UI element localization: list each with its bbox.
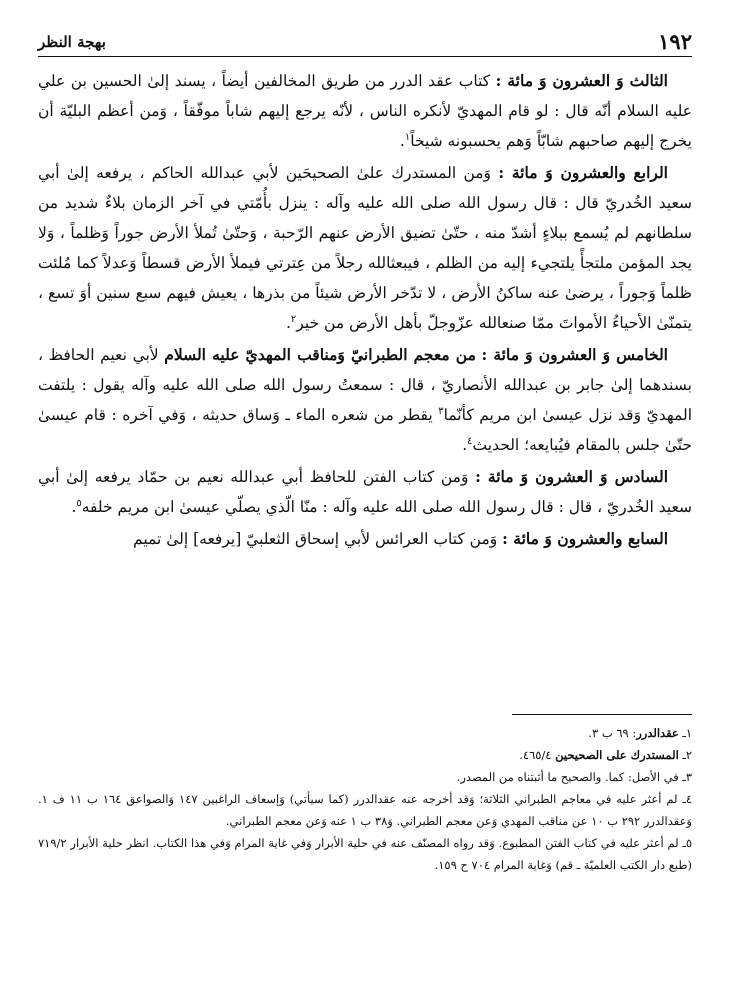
paragraph-heading: الرابع والعشرون وَ مائة : [498, 163, 668, 182]
page-number: ١٩٢ [658, 29, 692, 54]
paragraph-125: الخامس وَ العشرون وَ مائة : من معجم الطبرانيّ وَمناقب المهديّ عليه السلام لأبي نعيم الحافظ ، بسندهما إلىٰ جابر بن عبدالله الأنصاريّ ، قال : سمعتُ رسول الله صلى الله عليه وآله يقول : يلتفت المهديّ وَقد نزل عيسىٰ ابن مريم كأنّما$^٣$ يقطر من شعره الماء ـ وَساق حديثه ، وَفي آخره : قام عيسىٰ حتّىٰ جلس بالمقام فيُبايعه؛ الحديث$^٤$. [38, 345, 692, 454]
paragraph-body: وَمن المستدرك علىٰ الصحيحَين لأبي عبدالله الحاكم ، يرفعه إلىٰ أبي سعيد الخُدريّ قال : قال رسول الله صلى الله عليه وآله : ينزل بأُمّتي في آخر الزمان بلاءٌ شديد من سلطانهم لم يُسمع ببلاءٍ أشدّ منه ، حتّىٰ تضيق الأرض عنهم الرّحبة ، وَحتّىٰ تُملأ الأرض جوراً وَظلماً ، وَلا يجد المؤمن ملتجأً يلتجيء إليه من الظلم ، فيبعثالله رجلاً من عِترتي فيملأ الأرض قسطاً وَعدلاً كما مُلئت ظلماً وَجوراً ، يرضىٰ عنه ساكنُ الأرض ، لا تدّخر الأرض شيئاً من بذرها ، يعيش فيهم سبع سنين أوَ تسع ، يتمنّىٰ الأحياءُ الأمواتَ ممّا صنعالله عزّوجلّ بأهل الأرض من خير [38, 164, 692, 332]
paragraph-126: السادس وَ العشرون وَ مائة : وَمن كتاب الفتن للحافظ أبي عبدالله نعيم بن حمّاد يرفعه إلىٰ أبي سعيد الخُدريّ ، قال : قال رسول الله صلى الله عليه وآله : منّا الّذي يصلّي عيسىٰ ابن مريم خلفه$^٥$. [38, 467, 692, 516]
paragraph-123: الثالث وَ العشرون وَ مائة : كتاب عقد الدرر من طريق المخالفين أيضاً ، يسند إلىٰ الحسين بن علي عليه السلام أنّه قال : لو قام المهديّ لأنكره الناس ، لأنّه يرجع إليهم شاباً موفّقاً ، وَمن أعظم البليّة أن يخرج إليهم صاحبهم شابّاً وَهم يحسبونه شيخاً$^١$. [38, 71, 692, 150]
footnote-3: ٣ـ في الأصل: كما. والصحيح ما أثبتناه من المصدر. [456, 770, 692, 784]
running-title: بهجة النظر [38, 33, 106, 51]
footnote-4: ٤ـ لم أعثر عليه في معاجم الطبراني الثلاثة؛ وَقد أخرجه عنه عقدالدرر (كما سيأتي) وَإسعاف الراغبين ١٤٧ وَالصواعق ١٦٤ ب ١١ ف ١. وَعقدالدرر ٢٩٢ ب ١٠ عن مناقب المهدي وَعن معجم الطبراني. وَ٣٨ ب ١ عنه وَعن معجم الطبراني. [38, 792, 693, 828]
paragraph-127 [38, 524, 692, 554]
paragraph-body: لأبي نعيم الحافظ ، بسندهما إلىٰ جابر بن عبدالله الأنصاريّ ، قال : سمعتُ رسول الله صلى الله عليه وآله يقول : يلتفت المهديّ وَقد نزل عيسىٰ ابن مريم كأنّما [38, 346, 692, 424]
footnote-marker: ١ [404, 131, 411, 143]
paragraph-body: كتاب عقد الدرر من طريق المخالفين أيضاً ، يسند إلىٰ الحسين بن علي عليه السلام أنّه قال : لو قام المهديّ لأنكره الناس ، لأنّه يرجع إليهم شاباً موفّقاً ، وَمن أعظم البليّة أن يخرج إليهم صاحبهم شابّاً وَهم يحسبونه شيخاً [38, 72, 692, 150]
paragraph-heading: الثالث وَ العشرون وَ مائة : [495, 71, 668, 90]
paragraph-body: وَمن كتاب الفتن للحافظ أبي عبدالله نعيم بن حمّاد يرفعه إلىٰ أبي سعيد الخُدريّ ، قال : قال رسول الله صلى الله عليه وآله : منّا الّذي يصلّي عيسىٰ ابن مريم خلفه [38, 468, 692, 516]
paragraph-heading: الخامس وَ العشرون وَ مائة : [481, 345, 668, 364]
footnote-marker: ٢ [290, 313, 297, 325]
footnote-marker: ٣ [438, 405, 444, 417]
paragraph-body-continued: يقطر من شعره الماء ـ وَساق حديثه ، وَفي آخره : قام عيسىٰ حتّىٰ جلس بالمقام فيُبايعه؛ الحديث [38, 406, 692, 454]
footnote-2: ٢ـ المستدرك على الصحيحين ٤٦٥/٤. [519, 748, 692, 762]
footnote-marker: ٥ [76, 497, 82, 509]
footnote-5: ٥ـ لم أعثر عليه في كتاب الفتن المطبوع. وَقد رواه المصنّف عنه في حلية الأبرار وَفي غاية المرام وَفي هذا الكتاب. انظر حلية الأبرار ٧١٩/٢ (طبع دار الكتب العلميّة ـ قم) وَغاية المرام ٧٠٤ ح ١٥٩. [38, 836, 693, 872]
footnote-1: ١ـ عقدالدرر: ٦٩ ب ٣. [588, 726, 692, 740]
paragraph-heading: السابع والعشرون وَ مائة : [502, 529, 668, 548]
footnote-separator [512, 714, 692, 715]
paragraph-124: الرابع والعشرون وَ مائة : وَمن المستدرك علىٰ الصحيحَين لأبي عبدالله الحاكم ، يرفعه إلىٰ أبي سعيد الخُدريّ قال : قال رسول الله صلى الله عليه وآله : ينزل بأُمّتي في آخر الزمان بلاءٌ شديد من سلطانهم لم يُسمع ببلاءٍ أشدّ منه ، حتّىٰ تضيق الأرض عنهم الرّحبة ، وَحتّىٰ تُملأ الأرض جوراً وَظلماً ، وَلا يجد المؤمن ملتجأً يلتجيء إليه من الظلم ، فيبعثالله رجلاً من عِترتي فيملأ الأرض قسطاً وَعدلاً كما مُلئت ظلماً وَجوراً ، يرضىٰ عنه ساكنُ الأرض ، لا تدّخر الأرض شيئاً من بذرها ، يعيش فيهم سبع سنين أوَ تسع ، يتمنّىٰ الأحياءُ الأمواتَ ممّا صنعالله عزّوجلّ بأهل الأرض من خير$^٢$. [38, 163, 692, 332]
paragraph-heading: السادس وَ العشرون وَ مائة : [475, 467, 668, 486]
paragraph-body: وَمن كتاب العرائس لأبي إسحاق الثعلبيّ [يرفعه] إلىٰ تميم [133, 530, 503, 548]
page-header [38, 30, 692, 57]
main-text [38, 66, 692, 556]
footnote-marker: ٤ [467, 435, 473, 447]
footnotes [38, 722, 692, 876]
source-title: من معجم الطبرانيّ وَمناقب المهديّ عليه السلام [164, 345, 476, 364]
